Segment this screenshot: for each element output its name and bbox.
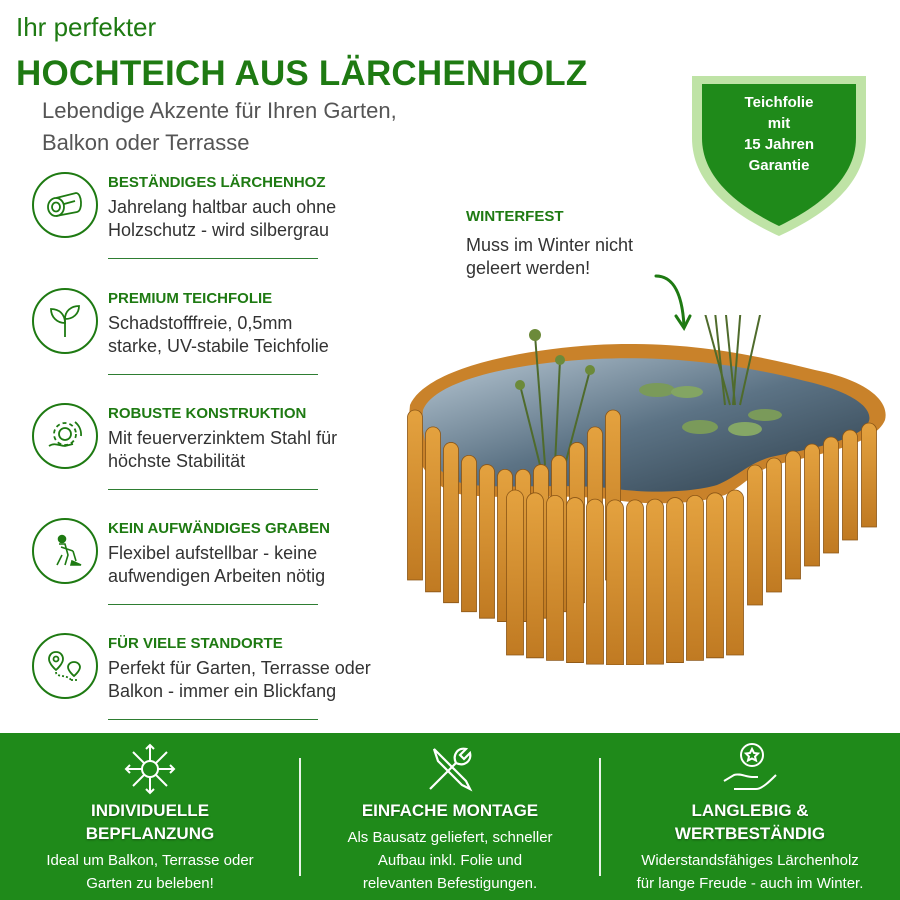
wood-slat (462, 455, 477, 611)
subtitle-line: Balkon oder Terrasse (42, 130, 250, 155)
wood-slat (426, 427, 441, 592)
feature-icon-circle (32, 288, 98, 354)
wood-slat (767, 458, 782, 592)
wood-slat (862, 423, 877, 527)
feature-item (32, 403, 432, 503)
tools-icon (420, 739, 480, 799)
footer-column (300, 733, 600, 900)
feature-icon-circle (32, 633, 98, 699)
feature-text (108, 427, 438, 473)
footer-line: Garten zu beleben! (86, 875, 214, 892)
footer-band (0, 733, 900, 900)
feature-line: Perfekt für Garten, Terrasse oder (108, 658, 371, 678)
guarantee-badge (688, 92, 870, 176)
feature-line: Flexibel aufstellbar - keine (108, 543, 318, 563)
divider (108, 489, 318, 490)
wood-slat (587, 499, 604, 664)
wood-slat (748, 465, 763, 605)
footer-title-line: INDIVIDUELLE (90, 801, 210, 820)
footer-title (300, 799, 600, 822)
footer-title-line: EINFACHE MONTAGE (361, 801, 539, 820)
digging-worker-icon (45, 531, 85, 571)
divider (108, 719, 318, 720)
footer-text (600, 849, 900, 895)
wood-slat (480, 465, 495, 619)
wood-slat (727, 490, 744, 655)
winter-line: geleert werden! (466, 258, 591, 278)
wood-slat (444, 442, 459, 602)
feature-item (32, 518, 432, 618)
feature-item (32, 172, 432, 272)
page-subtitle (42, 95, 512, 159)
feature-line: Mit feuerverzinktem Stahl für (108, 428, 338, 448)
footer-title (600, 799, 900, 845)
feature-line: Balkon - immer ein Blickfang (108, 681, 337, 701)
divider (108, 258, 318, 259)
wood-slat (687, 495, 704, 660)
footer-line: Aufbau inkl. Folie und (377, 852, 523, 869)
footer-line: Widerstandsfähiges Lärchenholz (641, 852, 859, 869)
badge-line: 15 Jahren (743, 136, 815, 153)
wood-slat (607, 500, 624, 665)
winter-title: WINTERFEST (466, 208, 564, 225)
wood-slat (786, 451, 801, 579)
wood-slat (507, 490, 524, 655)
badge-line: mit (767, 115, 791, 132)
footer-title-line: WERTBESTÄNDIG (674, 824, 826, 843)
badge-line: Garantie (748, 157, 810, 174)
feature-item (32, 288, 432, 388)
feature-line: Holzschutz - wird silbergrau (108, 220, 330, 240)
raised-pond-image (395, 315, 895, 665)
page-title: HOCHTEICH AUS LÄRCHENHOLZ (16, 54, 588, 93)
footer-line: Als Bausatz geliefert, schneller (347, 829, 553, 846)
feature-line: starke, UV-stabile Teichfolie (108, 336, 329, 356)
feature-icon-circle (32, 172, 98, 238)
feature-line: Schadstofffreie, 0,5mm (108, 313, 293, 333)
gear-hand-icon (45, 416, 85, 456)
footer-text (300, 826, 600, 895)
footer-column (0, 733, 300, 900)
feature-line: höchste Stabilität (108, 451, 246, 471)
subtitle-line: Lebendige Akzente für Ihren Garten, (42, 98, 397, 123)
feature-item (32, 633, 432, 733)
feature-icon-circle (32, 403, 98, 469)
route-pin-icon (45, 646, 85, 686)
feature-title: ROBUSTE KONSTRUKTION (108, 405, 307, 422)
feature-title: PREMIUM TEICHFOLIE (108, 290, 273, 307)
feature-text (108, 196, 438, 242)
wood-slat (647, 499, 664, 664)
eyebrow-text: Ihr perfekter (16, 12, 157, 42)
badge-line: Teichfolie (744, 94, 814, 111)
wood-log-icon (45, 185, 85, 225)
feature-icon-circle (32, 518, 98, 584)
wood-slat (805, 444, 820, 566)
winter-line: Muss im Winter nicht (466, 235, 634, 255)
wood-slat (527, 493, 544, 658)
wood-slat (567, 498, 584, 663)
footer-title-line: BEPFLANZUNG (85, 824, 215, 843)
feature-line: Jahrelang haltbar auch ohne (108, 197, 337, 217)
arrows-expand-icon (120, 739, 180, 799)
feature-line: aufwendigen Arbeiten nötig (108, 566, 326, 586)
footer-line: Ideal um Balkon, Terrasse oder (46, 852, 254, 869)
wood-slat (627, 500, 644, 665)
feature-text (108, 312, 438, 358)
divider (108, 604, 318, 605)
feature-title: BESTÄNDIGES LÄRCHENHOZ (108, 174, 326, 191)
wood-slat (707, 493, 724, 658)
footer-text (0, 849, 300, 895)
footer-column (600, 733, 900, 900)
hand-star-icon (720, 739, 780, 799)
feature-text (108, 657, 438, 703)
footer-line: relevanten Befestigungen. (362, 875, 538, 892)
feature-text (108, 542, 438, 588)
footer-line: für lange Freude - auch im Winter. (636, 875, 864, 892)
wood-slat (408, 410, 423, 580)
sprout-icon (45, 301, 85, 341)
wood-slat (824, 437, 839, 553)
wood-slat (843, 430, 858, 540)
wood-slat (547, 495, 564, 660)
footer-title (0, 799, 300, 845)
wood-slat (667, 498, 684, 663)
feature-title: KEIN AUFWÄNDIGES GRABEN (108, 520, 330, 537)
divider (108, 374, 318, 375)
footer-title-line: LANGLEBIG & (691, 801, 809, 820)
feature-title: FÜR VIELE STANDORTE (108, 635, 283, 652)
